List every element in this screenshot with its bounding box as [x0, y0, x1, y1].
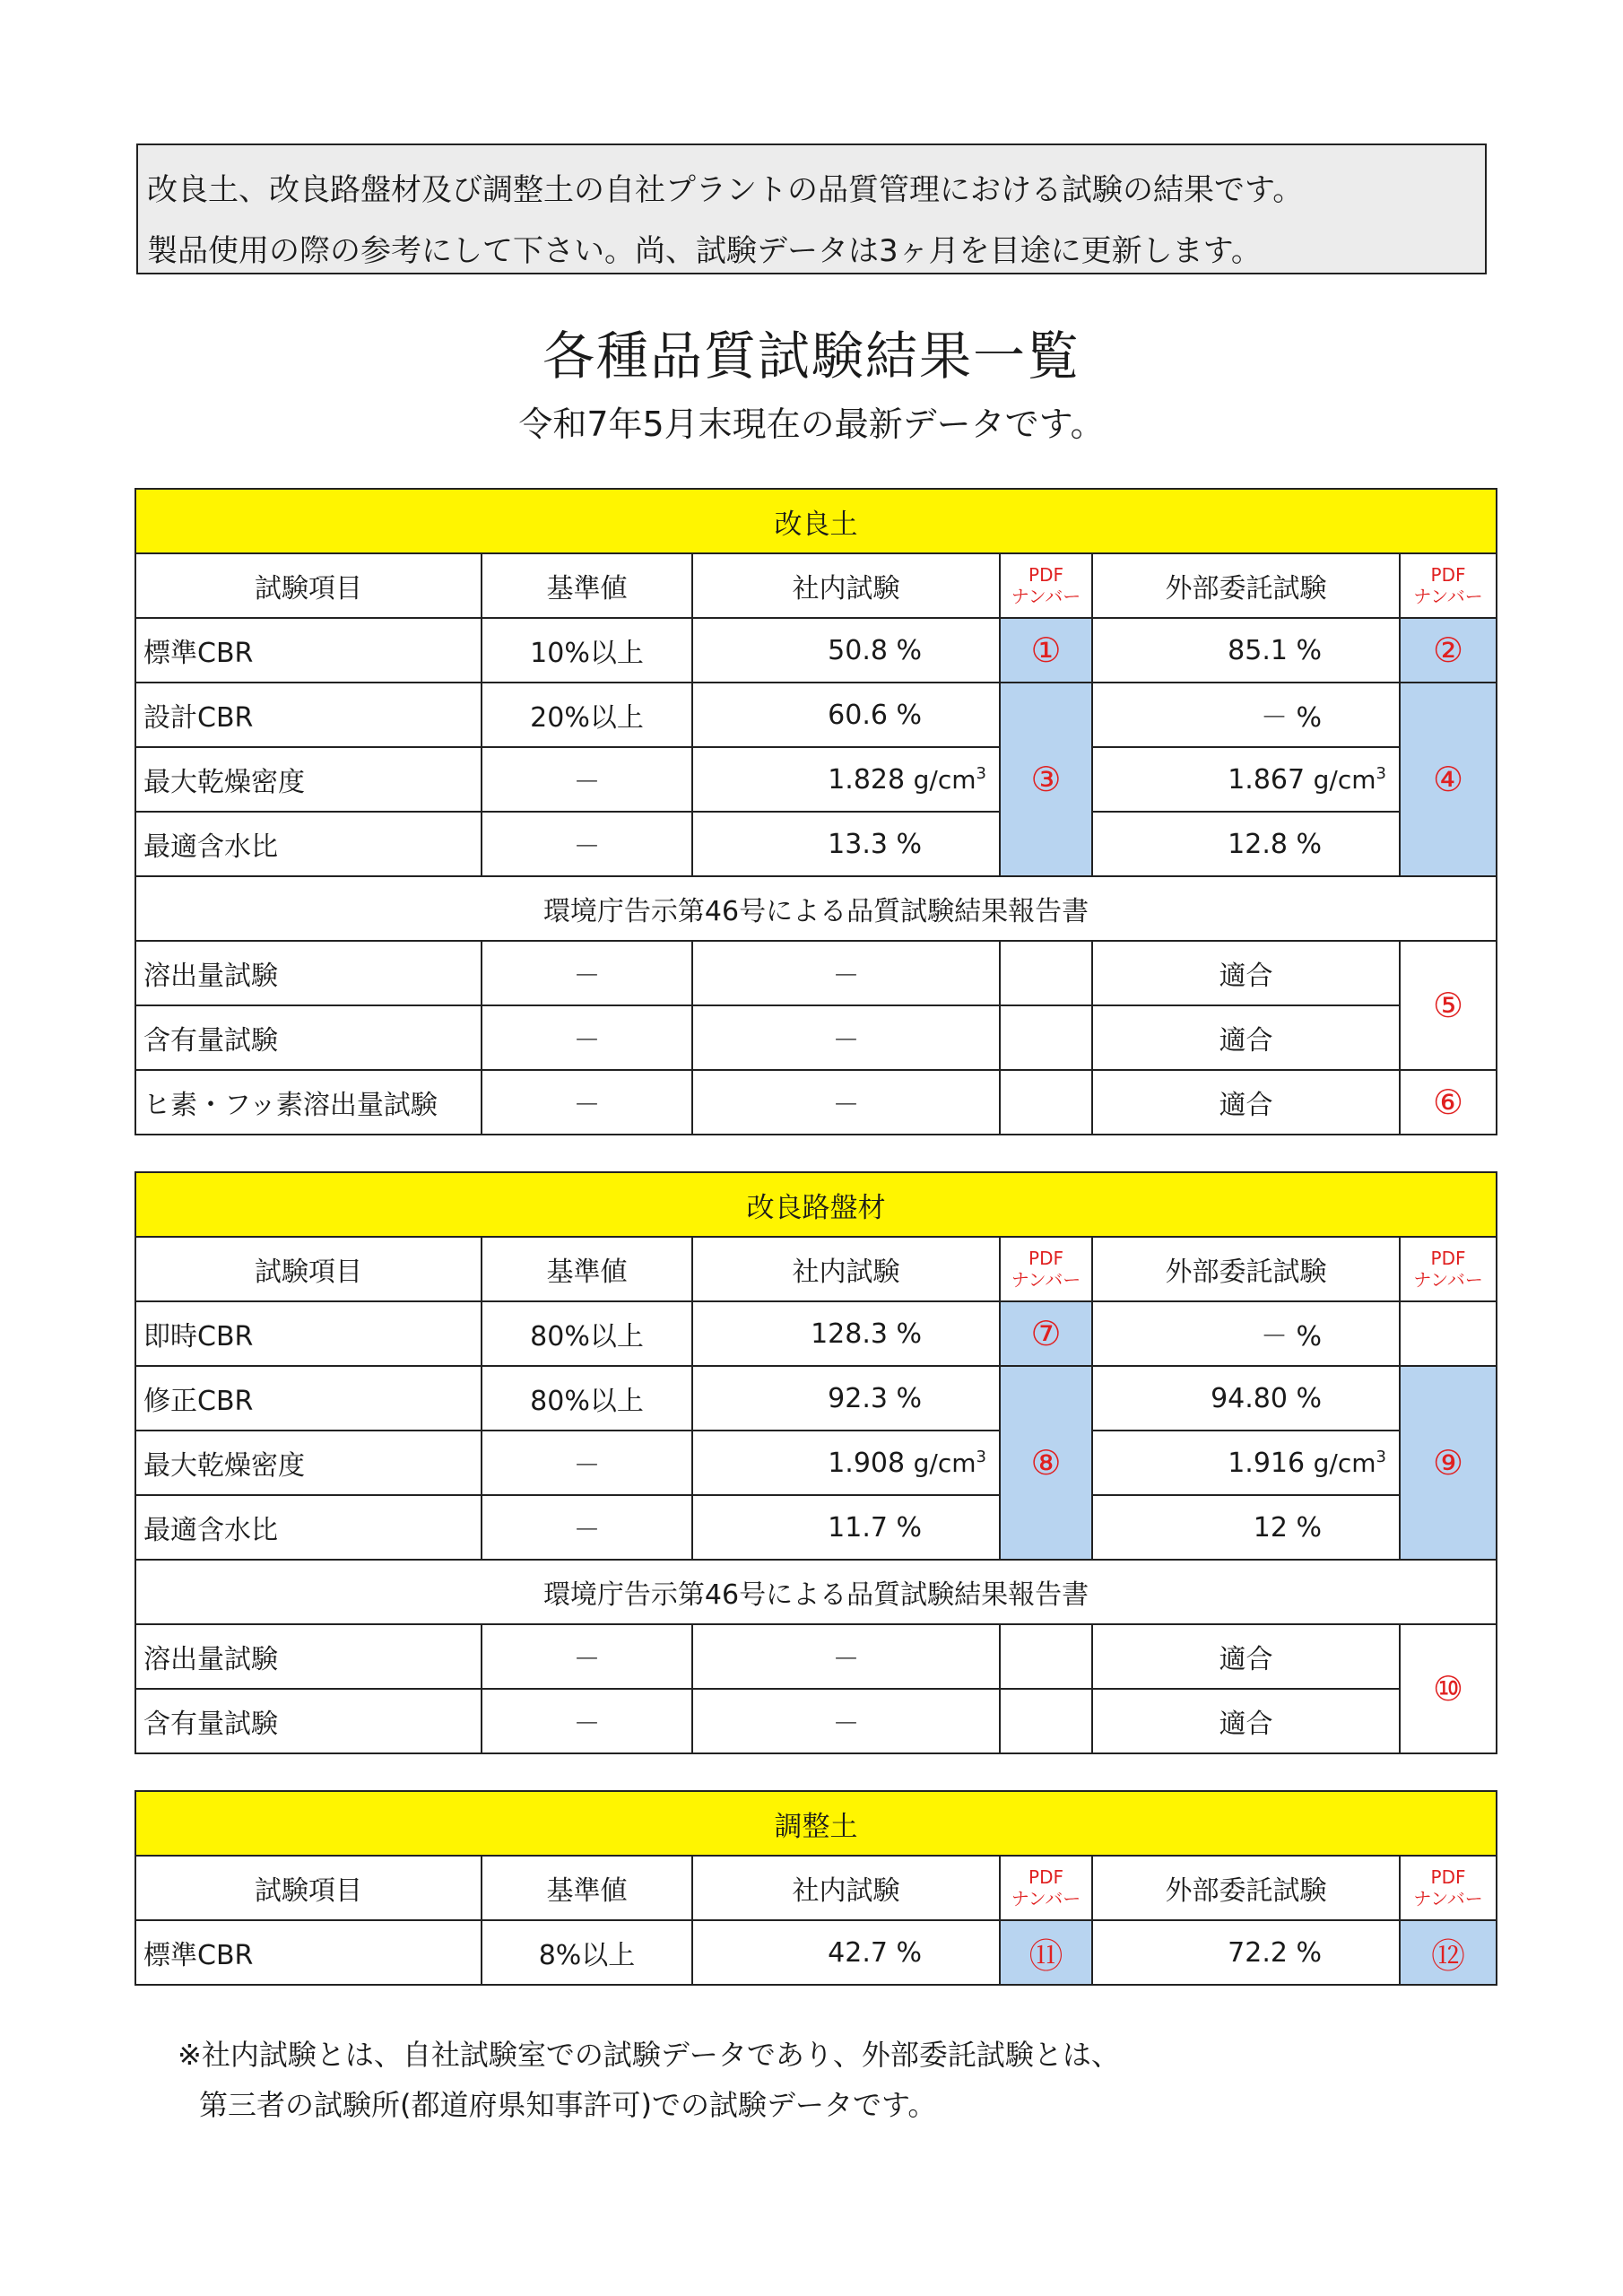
- row-external: 72.2 %: [1092, 1920, 1400, 1985]
- row-internal: －: [692, 1689, 1000, 1753]
- row-item: 溶出量試験: [135, 1624, 482, 1689]
- header-pdf-number: PDF ナンバー: [1400, 553, 1497, 618]
- header-standard: 基準値: [482, 1856, 692, 1920]
- table-row: [135, 1005, 1497, 1070]
- header-internal: 社内試験: [692, 553, 1000, 618]
- row-item: 最大乾燥密度: [135, 747, 482, 812]
- header-external: 外部委託試験: [1092, 553, 1400, 618]
- row-internal: 11.7 %: [692, 1495, 1000, 1560]
- header-standard: 基準値: [482, 1237, 692, 1301]
- pdf-link-3[interactable]: ③: [1000, 683, 1092, 876]
- header-item: 試験項目: [135, 1856, 482, 1920]
- notice-box: [136, 144, 1487, 274]
- row-item: ヒ素・フッ素溶出量試験: [135, 1070, 482, 1135]
- table-row: [135, 683, 1497, 747]
- footnote-line-1: ※社内試験とは、自社試験室での試験データであり、外部委託試験とは、: [178, 2038, 1120, 2072]
- row-external: 適合: [1092, 1624, 1400, 1689]
- header-standard: 基準値: [482, 553, 692, 618]
- table-row: [135, 812, 1497, 876]
- row-standard: －: [482, 1431, 692, 1495]
- row-item: 溶出量試験: [135, 941, 482, 1005]
- header-internal: 社内試験: [692, 1856, 1000, 1920]
- table-choseido: [135, 1790, 1497, 1986]
- row-item: 即時CBR: [135, 1301, 482, 1366]
- row-internal: －: [692, 1005, 1000, 1070]
- env-report-title: 環境庁告示第46号による品質試験結果報告書: [135, 876, 1497, 941]
- pdf-link-5[interactable]: ⑤: [1400, 941, 1497, 1070]
- row-internal: 50.8 %: [692, 618, 1000, 683]
- row-external: 適合: [1092, 1689, 1400, 1753]
- pdf-link-6[interactable]: ⑥: [1400, 1070, 1497, 1135]
- page-title: 各種品質試験結果一覧: [542, 326, 1081, 387]
- row-internal: －: [692, 941, 1000, 1005]
- pdf-link-9[interactable]: ⑨: [1400, 1366, 1497, 1560]
- row-external: 適合: [1092, 1070, 1400, 1135]
- header-item: 試験項目: [135, 553, 482, 618]
- pdf-link-8[interactable]: ⑧: [1000, 1366, 1092, 1560]
- row-internal: 60.6 %: [692, 683, 1000, 747]
- notice-line-1: 改良土、改良路盤材及び調整土の自社プラントの品質管理における試験の結果です。: [147, 172, 1304, 208]
- pdf-empty: [1000, 1070, 1092, 1135]
- pdf-empty: [1400, 1301, 1497, 1366]
- row-standard: －: [482, 1624, 692, 1689]
- row-item: 最適含水比: [135, 1495, 482, 1560]
- pdf-empty: [1000, 1624, 1092, 1689]
- header-external: 外部委託試験: [1092, 1856, 1400, 1920]
- row-item: 標準CBR: [135, 1920, 482, 1985]
- section-title: 調整土: [135, 1791, 1497, 1856]
- pdf-empty: [1000, 941, 1092, 1005]
- row-external: 1.867 $g/cm^3$: [1092, 747, 1400, 812]
- header-pdf-number: PDF ナンバー: [1000, 1237, 1092, 1301]
- table-kairyo-robanzai: [135, 1171, 1497, 1754]
- row-external: － %: [1092, 1301, 1400, 1366]
- row-internal: 1.908 $g/cm^3$: [692, 1431, 1000, 1495]
- header-pdf-number: PDF ナンバー: [1000, 1856, 1092, 1920]
- table-row: [135, 1070, 1497, 1135]
- row-standard: －: [482, 747, 692, 812]
- table-kairyodo: [135, 488, 1497, 1135]
- table-row: [135, 618, 1497, 683]
- header-item: 試験項目: [135, 1237, 482, 1301]
- table-row: [135, 941, 1497, 1005]
- row-internal: 13.3 %: [692, 812, 1000, 876]
- row-standard: 10%以上: [482, 618, 692, 683]
- row-external: 12 %: [1092, 1495, 1400, 1560]
- page-subtitle: 令和7年5月末現在の最新データです。: [518, 404, 1105, 444]
- table-row: [135, 1689, 1497, 1753]
- row-item: 最適含水比: [135, 812, 482, 876]
- notice-line-2: 製品使用の際の参考にして下さい。尚、試験データは3ヶ月を目途に更新します。: [147, 233, 1262, 269]
- header-pdf-number: PDF ナンバー: [1400, 1237, 1497, 1301]
- row-internal: 92.3 %: [692, 1366, 1000, 1431]
- row-item: 標準CBR: [135, 618, 482, 683]
- pdf-link-12[interactable]: ⑫: [1400, 1920, 1497, 1985]
- row-external: 適合: [1092, 1005, 1400, 1070]
- pdf-link-4[interactable]: ④: [1400, 683, 1497, 876]
- section-title: 改良土: [135, 489, 1497, 553]
- pdf-link-7[interactable]: ⑦: [1000, 1301, 1092, 1366]
- pdf-link-10[interactable]: ⑩: [1400, 1624, 1497, 1753]
- row-external: － %: [1092, 683, 1400, 747]
- row-external: 94.80 %: [1092, 1366, 1400, 1431]
- table-row: [135, 1366, 1497, 1431]
- row-standard: 80%以上: [482, 1301, 692, 1366]
- row-external: 1.916 $g/cm^3$: [1092, 1431, 1400, 1495]
- pdf-link-1[interactable]: ①: [1000, 618, 1092, 683]
- row-standard: 8%以上: [482, 1920, 692, 1985]
- row-internal: 1.828 $g/cm^3$: [692, 747, 1000, 812]
- row-standard: －: [482, 1495, 692, 1560]
- header-external: 外部委託試験: [1092, 1237, 1400, 1301]
- row-item: 含有量試験: [135, 1689, 482, 1753]
- header-pdf-number: PDF ナンバー: [1000, 553, 1092, 618]
- row-item: 最大乾燥密度: [135, 1431, 482, 1495]
- row-standard: 80%以上: [482, 1366, 692, 1431]
- row-internal: 42.7 %: [692, 1920, 1000, 1985]
- row-item: 含有量試験: [135, 1005, 482, 1070]
- row-standard: －: [482, 1005, 692, 1070]
- row-external: 適合: [1092, 941, 1400, 1005]
- row-item: 修正CBR: [135, 1366, 482, 1431]
- table-row: [135, 1431, 1497, 1495]
- row-standard: －: [482, 941, 692, 1005]
- row-standard: －: [482, 812, 692, 876]
- pdf-link-11[interactable]: ⑪: [1000, 1920, 1092, 1985]
- row-standard: －: [482, 1070, 692, 1135]
- section-title: 改良路盤材: [135, 1172, 1497, 1237]
- table-row: [135, 1920, 1497, 1985]
- row-internal: －: [692, 1624, 1000, 1689]
- env-report-title: 環境庁告示第46号による品質試験結果報告書: [135, 1560, 1497, 1624]
- pdf-empty: [1000, 1005, 1092, 1070]
- header-pdf-number: PDF ナンバー: [1400, 1856, 1497, 1920]
- row-internal: －: [692, 1070, 1000, 1135]
- table-row: [135, 1624, 1497, 1689]
- row-internal: 128.3 %: [692, 1301, 1000, 1366]
- table-row: [135, 1301, 1497, 1366]
- table-row: [135, 1495, 1497, 1560]
- row-standard: －: [482, 1689, 692, 1753]
- row-item: 設計CBR: [135, 683, 482, 747]
- header-internal: 社内試験: [692, 1237, 1000, 1301]
- row-external: 85.1 %: [1092, 618, 1400, 683]
- row-external: 12.8 %: [1092, 812, 1400, 876]
- table-row: [135, 747, 1497, 812]
- pdf-link-2[interactable]: ②: [1400, 618, 1497, 683]
- footnote-line-2: 第三者の試験所(都道府県知事許可)での試験データです。: [199, 2088, 937, 2122]
- row-standard: 20%以上: [482, 683, 692, 747]
- pdf-empty: [1000, 1689, 1092, 1753]
